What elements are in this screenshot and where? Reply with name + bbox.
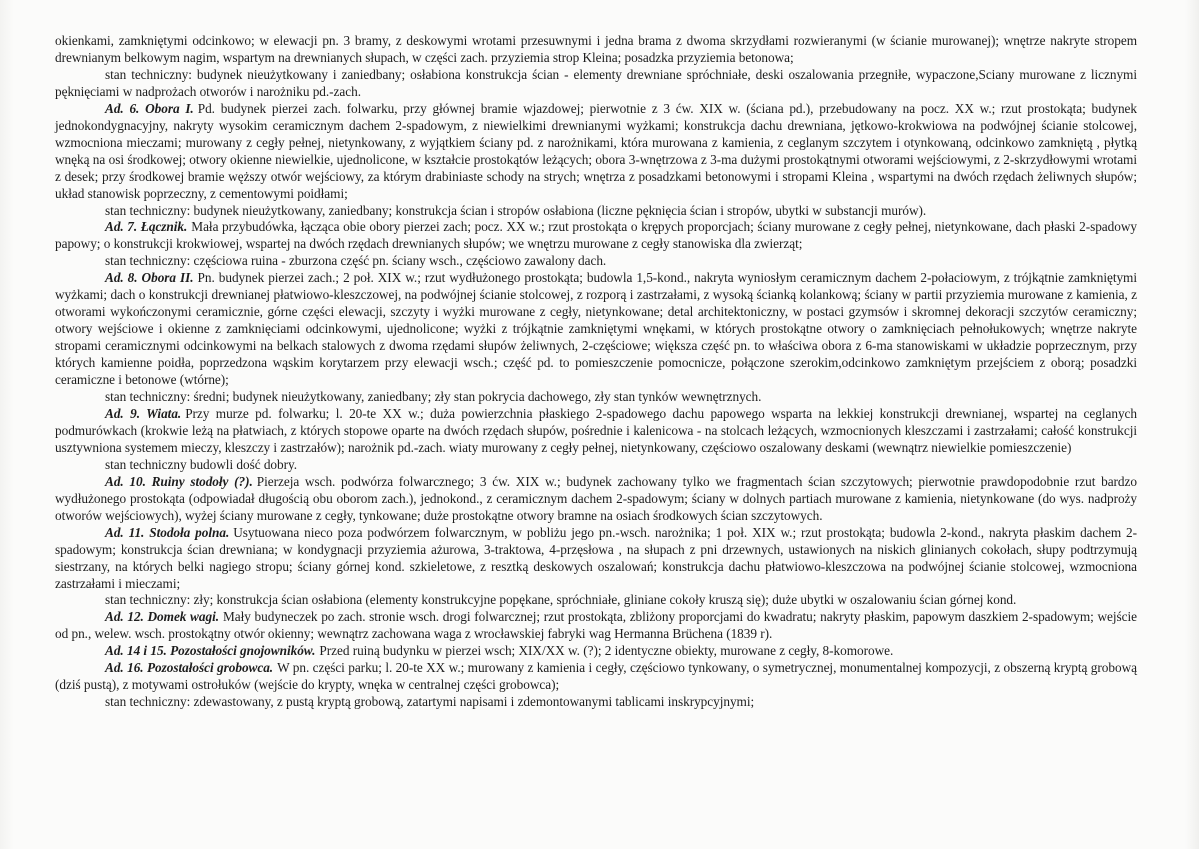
section-heading: Ad. 10. Ruiny stodoły (?). xyxy=(105,473,253,489)
paragraph-condition xyxy=(55,67,1137,101)
paragraph-text: stan techniczny: zły; konstrukcja ścian osłabiona (elementy konstrukcyjne popękane, spróchniałe, gliniane cokoły kruszą się); duże ubytki w oszalowaniu ścian górnej kond. xyxy=(105,592,1017,608)
paragraph-condition xyxy=(55,253,1137,270)
paragraph-text: W pn. części parku; l. 20-te XX w.; murowany z kamienia i cegły, częściowo tynkowany, o symetrycznej, monumentalnej kompozycji, z obszerną kryptą grobową (dziś pustą), z motywami ostrołuków (wejście do krypty, wnęka w centralnej części grobowca); xyxy=(55,660,1137,693)
paragraph-text: Przed ruiną budynku w pierzei wsch; XIX/XX w. (?); 2 identyczne obiekty, murowane z cegły, 8-komorowe. xyxy=(319,643,894,659)
paragraph-lacznik xyxy=(55,219,1137,253)
section-heading: Ad. 6. Obora I. xyxy=(105,100,194,116)
paragraph-ruiny-stodoly xyxy=(55,474,1137,525)
paragraph-condition xyxy=(55,592,1137,609)
paragraph-condition xyxy=(55,457,1137,474)
section-heading: Ad. 8. Obora II. xyxy=(105,270,194,286)
paragraph-condition xyxy=(55,203,1137,220)
paragraph-gnojowniki xyxy=(55,643,1137,660)
paragraph-domek-wagi xyxy=(55,609,1137,643)
paragraph-text: Mała przybudówka, łącząca obie obory pierzei zach; pocz. XX w.; rzut prostokąta o krępych proporcjach; ściany murowane z cegły pełnej, nietynkowane, dach płaski 2-spadowy papowy; o konstrukcji krokwiowej, wspartej na dwóch rzędach drewnianych słupów; we wnętrzu murowane z cegły stanowiska dla zwierząt; xyxy=(55,219,1137,252)
paragraph-text: Pd. budynek pierzei zach. folwarku, przy głównej bramie wjazdowej; pierwotnie z 3 ćw. XIX w. (ściana pd.), przebudowany na pocz. XX w.; rzut prostokąta; budynek jednokondygnacyjny, nakryty wysokim ceramicznym dachem 2-spadowym, z niewielkimi drewnianymi wyżkami; konstrukcja dachu drewniana, jętkowo-krokwiowa na podwójnej ścianie stolcowej, wzmocniona mieczami; murowany z cegły pełnej, nietynkowany, z wyjątkiem ściany pd. z narożnikami, która murowana z kamienia, z ceglanym szczytem i otynkowaną, odcinkowo zamkniętą , płytką wnęką na osi środkowej; otwory okienne niewielkie, ujednolicone, w kształcie prostokątów leżących; obora 3-wnętrzowa z 3-ma dużymi prostokątnymi otworami wejściowymi, z 2-skrzydłowymi wrotami z desek; przy środkowej bramie węższy otwór wejściowy, za którym drabiniaste schody na strych; wnętrza z posadzkami betonowymi i stropami Kleina , wspartymi na dwóch rzędach żeliwnych słupów; układ stanowisk poprzeczny, z cementowymi poidłami; xyxy=(55,100,1137,201)
paragraph-condition xyxy=(55,389,1137,406)
paragraph-text: stan techniczny budowli dość dobry. xyxy=(105,456,297,472)
section-heading: Ad. 16. Pozostałości grobowca. xyxy=(105,660,274,676)
section-heading: Ad. 11. Stodoła polna. xyxy=(105,524,230,540)
paragraph-grobowiec xyxy=(55,660,1137,694)
paragraph-text: Pierzeja wsch. podwórza folwarcznego; 3 ćw. XIX w.; budynek zachowany tylko we fragmentach ścian szczytowych; pierwotnie prawdopodobnie rzut bardzo wydłużonego prostokąta (odpowiadał długością obu oborom zach.), jednokond., z ceramicznym dachem 2-spadowym; ściany w dolnych partiach murowane z kamienia, nietynkowane (do wys. nadproży otworów wejściowych), wyżej ściany murowane z cegły, tynkowane; duże prostokątne otwory bramne na osiach środkowych ścian szczytowych. xyxy=(55,473,1137,523)
section-heading: Ad. 12. Domek wagi. xyxy=(105,609,219,625)
paragraph-text: Przy murze pd. folwarku; l. 20-te XX w.; duża powierzchnia płaskiego 2-spadowego dachu papowego wsparta na lekkiej konstrukcji drewnianej, wspartej na ceglanych podmurówkach (krokwie leżą na płatwiach, z których stopowe oparte na dwóch rzędach słupów, pośrednie i kalenicowa - na stolcach leżących, wzmocnionych kleszczami i zastrzałami; całość konstrukcji usztywniona systemem mieczy, kleszczy i zastrzałów); narożnik pd.-zach. wiaty murowany z cegły pełnej, nietynkowany, częściowo oszalowany deskami (wewnątrz niewielkie pomieszczenie) xyxy=(55,405,1137,455)
paragraph xyxy=(55,33,1137,67)
paragraph-text: Mały budyneczek po zach. stronie wsch. drogi folwarcznej; rzut prostokąta, zbliżony proporcjami do kwadratu; nakryty płaskim, papowym daszkiem 2-spadowym; wejście od pn., welew. wsch. prostokątny otwór okienny; wewnątrz zachowana waga z wrocławskiej fabryki wag Hermanna Brüchena (1839 r). xyxy=(55,609,1137,642)
section-heading: Ad. 9. Wiata. xyxy=(105,405,182,421)
paragraph-text: stan techniczny: budynek nieużytkowany i zaniedbany; osłabiona konstrukcja ścian - elementy drewniane spróchniałe, deski oszalowania przegniłe, wypaczone,Sciany murowane z licznymi pęknięciami w nadprożach otworów i narożniku pd.-zach. xyxy=(55,66,1137,99)
paragraph-text: okienkami, zamkniętymi odcinkowo; w elewacji pn. 3 bramy, z deskowymi wrotami przesuwnymi i jedna brama z dwoma skrzydłami rozwieranymi (w ścianie murowanej); wnętrze nakryte stropem drewnianym belkowym nagim, wspartym na drewnianych słupach, w części zach. przyziemia strop Kleina; posadzka przyziemia betonowa; xyxy=(55,33,1137,65)
paragraph-wiata xyxy=(55,406,1137,457)
paragraph-text: Pn. budynek pierzei zach.; 2 poł. XIX w.; rzut wydłużonego prostokąta; budowla 1,5-kond., nakryta wyniosłym ceramicznym dachem 2-połaciowym, z trójkątnie zamkniętymi wyżkami; dach o konstrukcji drewnianej płatwiowo-kleszczowej, na podwójnej ścianie stolcowej, z rozporą i zastrzałami, z wysoką ścianką kolankową; ściany w partii przyziemia murowane z kamienia, z otworami wykończonymi ceramicznie, górne części elewacji, szczyty i wyżki murowane z cegły, nietynkowane; detal architektoniczny, w postaci gzymsów i skromnej dekoracji szczytów ceramiczny; otwory wejściowe i okienne z zamknięciami odcinkowymi, ujednolicone; wyżki z trójkątnie zamkniętymi wnękami, w których prostokątne otwory o zamknięciach pełnołukowych; wnętrze nakryte stropami ceramicznymi odcinkowymi na belkach stalowych z dwoma rzędami słupów żeliwnych, 2-częściowe; większa część pn. to właściwa obora z 6-ma stanowiskami w układzie poprzecznym, przy których kamienne poidła, poprzedzona wąskim korytarzem przy elewacji wsch.; część pd. to pomieszczenie pomocnicze, połączone szerokim,odcinkowo zamkniętym przejściem z oborą; posadzki ceramiczne i betonowe (wtórne); xyxy=(55,270,1137,388)
paragraph-obora-i xyxy=(55,101,1137,203)
section-heading: Ad. 14 i 15. Pozostałości gnojowników. xyxy=(105,643,316,659)
paragraph-text: stan techniczny: zdewastowany, z pustą kryptą grobową, zatartymi napisami i zdemontowanymi tablicami inskrypcyjnymi; xyxy=(105,694,755,710)
document-body xyxy=(55,33,1137,711)
paragraph-obora-ii xyxy=(55,270,1137,389)
paragraph-text: stan techniczny: częściowa ruina - zburzona część pn. ściany wsch., częściowo zawalony dach. xyxy=(105,253,607,269)
paragraph-stodola-polna xyxy=(55,525,1137,593)
section-heading: Ad. 7. Łącznik. xyxy=(105,219,188,235)
paragraph-condition xyxy=(55,694,1137,711)
paragraph-text: Usytuowana nieco poza podwórzem folwarcznym, w pobliżu jego pn.-wsch. narożnika; 1 poł. XIX w.; rzut prostokąta; budowla 2-kond., nakryta płaskim dachem 2-spadowym; konstrukcja ścian drewniana; w kondygnacji przyziemia ażurowa, 3-traktowa, 4-przęsłowa , na słupach z pni drzewnych, ustawionych na niskich glinianych cokołach, słupy podtrzymują siestrzany, na których belki nagiego stropu; ściany górnej kond. szkieletowe, z resztką deskowych oszalowań; konstrukcja dachu płatwiowo-kleszczowa na podwójnej ścianie stolcowej, wzmocniona zastrzałami i mieczami; xyxy=(55,524,1138,591)
paragraph-text: stan techniczny: budynek nieużytkowany, zaniedbany; konstrukcja ścian i stropów osłabiona (liczne pęknięcia ścian i stropów, ubytki w substancji murów). xyxy=(105,202,927,218)
paragraph-text: stan techniczny: średni; budynek nieużytkowany, zaniedbany; zły stan pokrycia dachowego, zły stan tynków wewnętrznych. xyxy=(105,389,762,405)
